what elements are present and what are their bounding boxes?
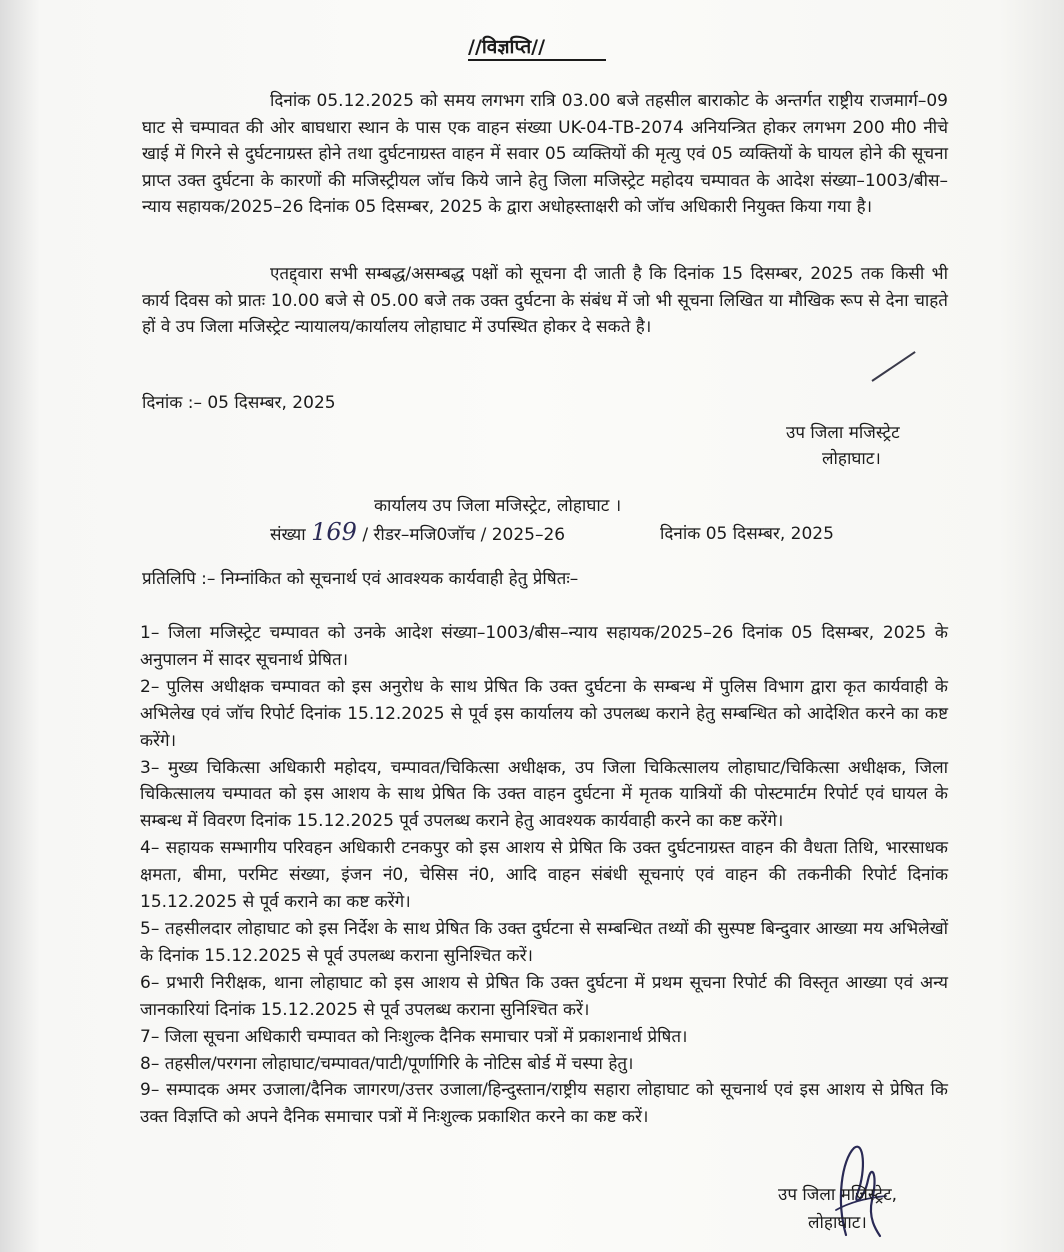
copy-item: 2– पुलिस अधीक्षक चम्पावत को इस अनुरोध के साथ प्रेषित कि उक्त दुर्घटना के सम्बन्ध में पुलिस विभाग द्वारा कृत कार्यवाही के अभिलेख एवं जॉच रिपोर्ट दिनांक 15.12.2025 से पूर्व इस कार्यालय को उपलब्ध कराने हेतु सम्बन्धित को आदेशित करने का कष्ट करेंगे।	[140, 676, 948, 751]
copy-item: 7– जिला सूचना अधिकारी चम्पावत को निःशुल्क दैनिक समाचार पत्रों में प्रकाशनार्थ प्रेषित।	[140, 1026, 688, 1047]
notice-signatory-title: उप जिला मजिस्ट्रेट	[786, 423, 900, 443]
notice-paragraph-1: दिनांक 05.12.2025 को समय लगभग रात्रि 03.00 बजे तहसील बाराकोट के अन्तर्गत राष्ट्रीय राजमार्ग–09 घाट से चम्पावत की ओर बाघधारा स्थान के पास एक वाहन संख्या UK-04-TB-2074 अनियन्त्रित होकर लगभग 200 मी0 नीचे खाई में गिरने से दुर्घटनाग्रस्त होने तथा दुर्घटनाग्रस्त वाहन में सवार 05 व्यक्तियों की मृत्यु एवं 05 व्यक्तियों के घायल होने की सूचना प्राप्त उक्त दुर्घटना के कारणों की मजिस्ट्रीयल जॉच किये जाने हेतु जिला मजिस्ट्रेट महोदय चम्पावत के आदेश संख्या–1003/बीस–न्याय सहायक/2025–26 दिनांक 05 दिसम्बर, 2025 के द्वारा अधोहस्ताक्षरी को जॉच अधिकारी नियुक्त किया गया है।	[142, 91, 948, 218]
copy-item: 1– जिला मजिस्ट्रेट चम्पावत को उनके आदेश संख्या–1003/बीस–न्याय सहायक/2025–26 दिनांक 05 दिसम्बर, 2025 के अनुपालन में सादर सूचनार्थ प्रेषित।	[140, 623, 948, 670]
copy-item: 9– सम्पादक अमर उजाला/दैनिक जागरण/उत्तर उजाला/हिन्दुस्तान/राष्ट्रीय सहारा लोहाघाट को सूचनार्थ एवं इस आशय से प्रेषित कि उक्त विज्ञप्ति को अपने दैनिक समाचार पत्रों में निःशुल्क प्रकाशित करने का कष्ट करें।	[140, 1080, 948, 1128]
reference-label: संख्या	[270, 525, 306, 545]
notice-date: दिनांक :– 05 दिसम्बर, 2025	[142, 393, 336, 413]
notice-signatory-place: लोहाघाट।	[822, 449, 881, 469]
copy-signatory-place: लोहाघाट।	[808, 1213, 867, 1233]
signature-mark	[871, 351, 915, 382]
copy-list	[140, 620, 948, 1131]
copy-item: 6– प्रभारी निरीक्षक, थाना लोहाघाट को इस आशय से प्रेषित कि उक्त दुर्घटना में प्रथम सूचना रिपोर्ट की विस्तृत आख्या एवं अन्य जानकारियां दिनांक 15.12.2025 से पूर्व उपलब्ध कराना सुनिश्चित करें।	[140, 972, 948, 1020]
copy-item: 4– सहायक सम्भागीय परिवहन अधिकारी टनकपुर को इस आशय से प्रेषित कि उक्त दुर्घटनाग्रस्त वाहन की वैधता तिथि, भारसाधक क्षमता, बीमा, परमिट संख्या, इंजन नं0, चेसिस नं0, आदि वाहन संबंधी सूचनाएं एवं वाहन की तकनीकी रिपोर्ट दिनांक 15.12.2025 से पूर्व कराने का कष्ट करेंगे।	[140, 838, 948, 913]
reference-line	[270, 518, 566, 546]
reference-date: दिनांक 05 दिसम्बर, 2025	[660, 524, 834, 544]
copy-item: 8– तहसील/परगना लोहाघाट/चम्पावत/पाटी/पूर्णागिरि के नोटिस बोर्ड में चस्पा हेतु।	[140, 1053, 634, 1074]
reference-rest: / रीडर–मजि0जॉच / 2025–26	[362, 525, 566, 545]
office-line: कार्यालय उप जिला मजिस्ट्रेट, लोहाघाट ।	[374, 496, 622, 516]
copy-item: 5– तहसीलदार लोहाघाट को इस निर्देश के साथ प्रेषित कि उक्त दुर्घटना से सम्बन्धित तथ्यों की सुस्पष्ट बिन्दुवार आख्या मय अभिलेखों के दिनांक 15.12.2025 से पूर्व उपलब्ध कराना सुनिश्चित करें।	[140, 918, 948, 966]
copy-item: 3– मुख्य चिकित्सा अधिकारी महोदय, चम्पावत/चिकित्सा अधीक्षक, उप जिला चिकित्सालय लोहाघाट/चिकित्सा अधीक्षक, जिला चिकित्सालय चम्पावत को इस आशय के साथ प्रेषित कि उक्त वाहन दुर्घटना में मृतक यात्रियों की पोस्टमार्टम रिपोर्ट एवं घायल के सम्बन्ध में विवरण दिनांक 15.12.2025 पूर्व उपलब्ध कराने हेतु आवश्यक कार्यवाही करने का कष्ट करेंगे।	[140, 757, 948, 832]
copy-intro: प्रतिलिपि :– निम्नांकित को सूचनार्थ एवं आवश्यक कार्यवाही हेतु प्रेषितः–	[142, 569, 579, 589]
title-underline	[468, 59, 606, 61]
copy-signatory-title: उप जिला मजिस्ट्रेट,	[778, 1185, 898, 1205]
notice-title: //विज्ञप्ति//	[468, 36, 546, 58]
notice-paragraph-2: एतद्द्वारा सभी सम्बद्ध/असम्बद्ध पक्षों को सूचना दी जाती है कि दिनांक 15 दिसम्बर, 2025 तक किसी भी कार्य दिवस को प्रातः 10.00 बजे से 05.00 बजे तक उक्त दुर्घटना के संबंध में जो भी सूचना लिखित या मौखिक रूप से देना चाहते हों वे उप जिला मजिस्ट्रेट न्यायालय/कार्यालय लोहाघाट में उपस्थित होकर दे सकते है।	[142, 264, 948, 338]
reference-number: 169	[311, 518, 357, 546]
